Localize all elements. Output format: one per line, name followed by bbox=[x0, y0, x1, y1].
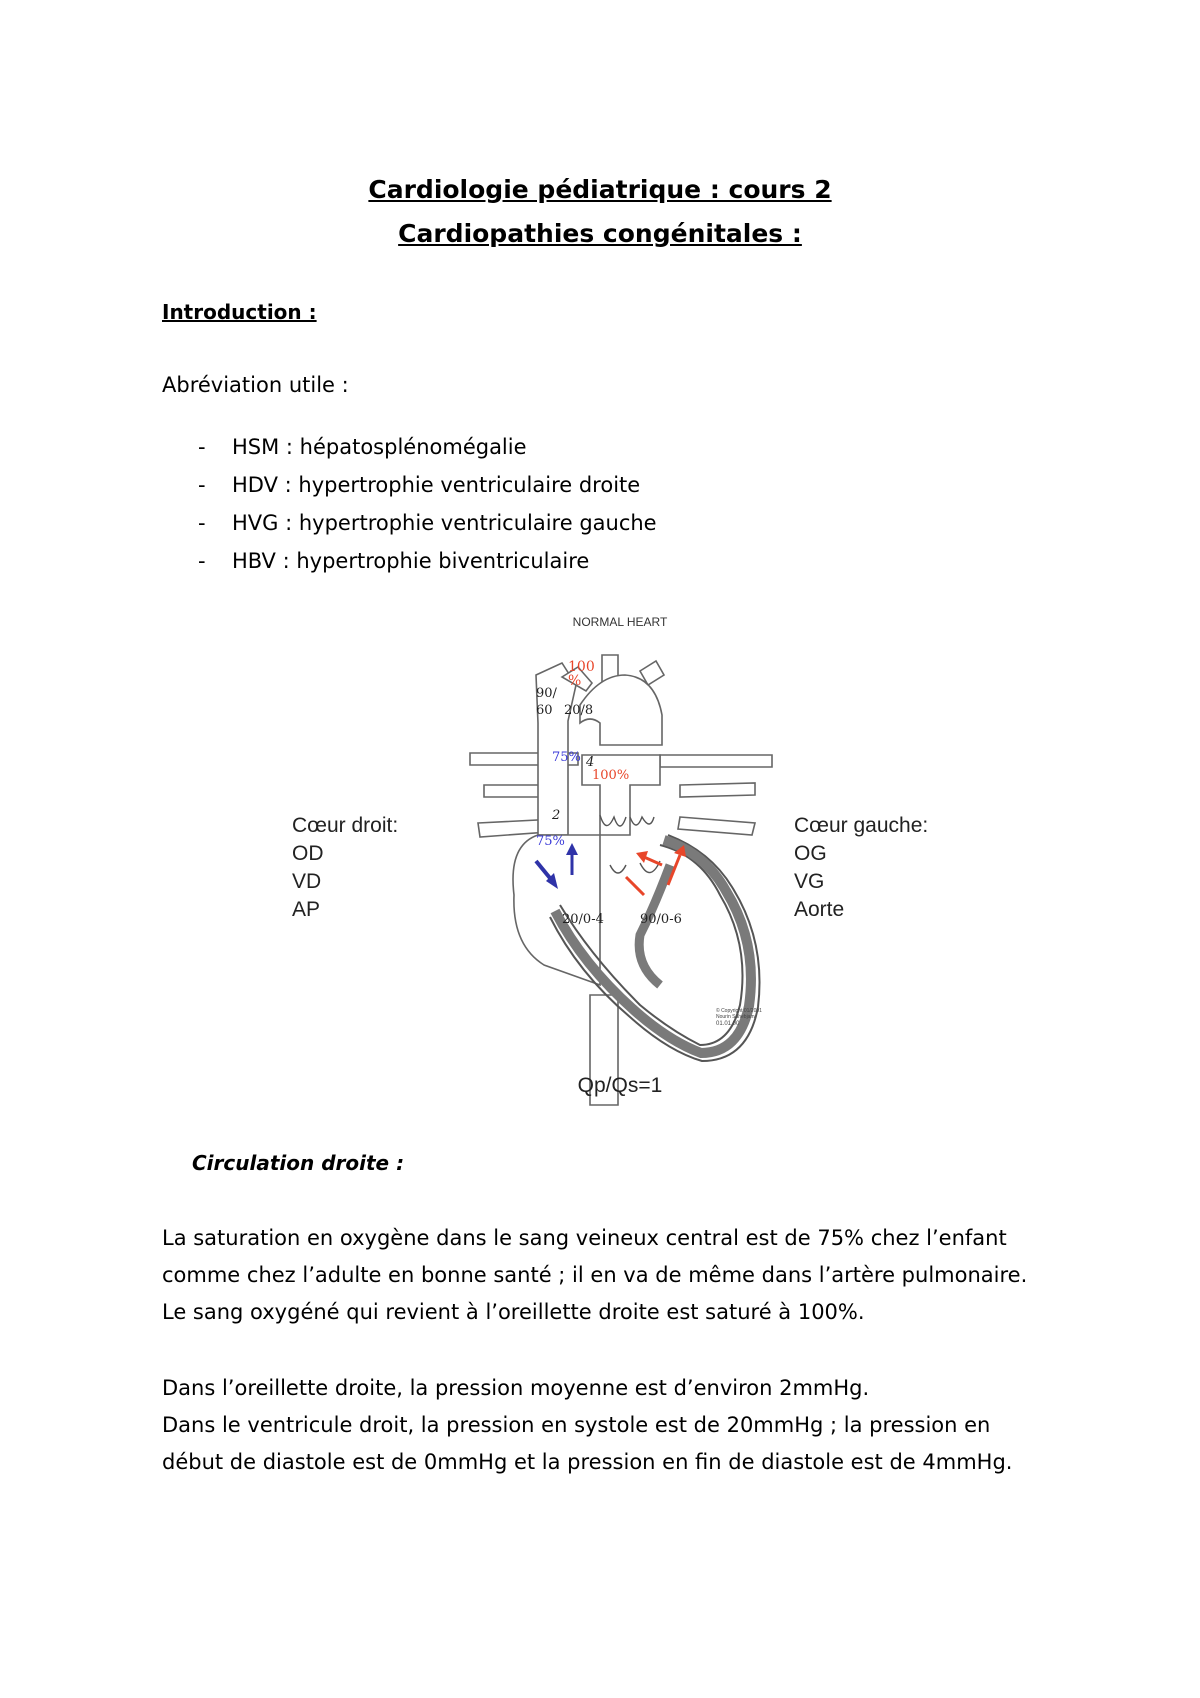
left-heart-vg: VG bbox=[794, 870, 825, 893]
aorta-saturation: 100 bbox=[568, 659, 595, 675]
ra-number: 2 bbox=[552, 808, 561, 823]
lv-pressure: 90/0-6 bbox=[640, 912, 682, 927]
right-heart-od: OD bbox=[292, 842, 324, 865]
la-number: 4 bbox=[586, 755, 595, 770]
list-item: - HDV : hypertrophie ventriculaire droite bbox=[198, 473, 641, 497]
left-heart-aorte: Aorte bbox=[794, 898, 845, 921]
figure-title: NORMAL HEART bbox=[572, 615, 668, 629]
right-heart-title: Cœur droit: bbox=[292, 814, 399, 837]
list-item: - HSM : hépatosplénomégalie bbox=[198, 435, 527, 459]
copyright-line-2: Nourin Sahebjam bbox=[716, 1014, 755, 1020]
circulation-heading: Circulation droite : bbox=[192, 1151, 405, 1175]
document-subtitle: Cardiopathies congénitales : bbox=[398, 219, 802, 248]
right-heart-ap: AP bbox=[292, 898, 321, 921]
list-item: - HBV : hypertrophie biventriculaire bbox=[198, 549, 590, 573]
aorta-pressure-top: 90/ bbox=[536, 686, 557, 701]
list-item: - HVG : hypertrophie ventriculaire gauche bbox=[198, 511, 657, 535]
document-title: Cardiologie pédiatrique : cours 2 bbox=[368, 175, 832, 204]
pa-saturation: 75% bbox=[552, 750, 581, 765]
rv-pressure: 20/0-4 bbox=[562, 912, 604, 927]
aorta-pressure-bottom: 60 bbox=[536, 703, 553, 718]
abbreviation-list bbox=[198, 428, 657, 580]
circulation-paragraph-2: Dans l’oreillette droite, la pression moyenne est d’environ 2mmHg. Dans le ventricule droit, la pression en systole est de 20mmHg ; la pression en début de diastole est de 0mmHg et la pression en fin de diastole est de 4mmHg. bbox=[162, 1376, 1013, 1474]
circulation-paragraph-1: La saturation en oxygène dans le sang veineux central est de 75% chez l’enfant comme chez l’adulte en bonne santé ; il en va de même dans l’artère pulmonaire. Le sang oxygéné qui revient à l’oreillette droite est saturé à 100%. bbox=[162, 1226, 1028, 1324]
copyright-line-1: © Copyright 01/2001 bbox=[716, 1008, 762, 1014]
aorta-saturation-pct: % bbox=[568, 673, 582, 689]
left-heart-og: OG bbox=[794, 842, 827, 865]
copyright-line-3: 01.01.00 bbox=[716, 1021, 740, 1027]
ra-saturation: 75% bbox=[536, 834, 565, 849]
right-heart-vd: VD bbox=[292, 870, 322, 893]
pa-pressure: 20/8 bbox=[564, 703, 594, 718]
figure-caption: Qp/Qs=1 bbox=[577, 1074, 663, 1097]
abbreviation-label: Abréviation utile : bbox=[162, 373, 349, 397]
introduction-heading: Introduction : bbox=[162, 300, 317, 324]
la-saturation: 100% bbox=[592, 768, 630, 783]
left-heart-title: Cœur gauche: bbox=[794, 814, 929, 837]
normal-heart-diagram bbox=[292, 605, 960, 1105]
